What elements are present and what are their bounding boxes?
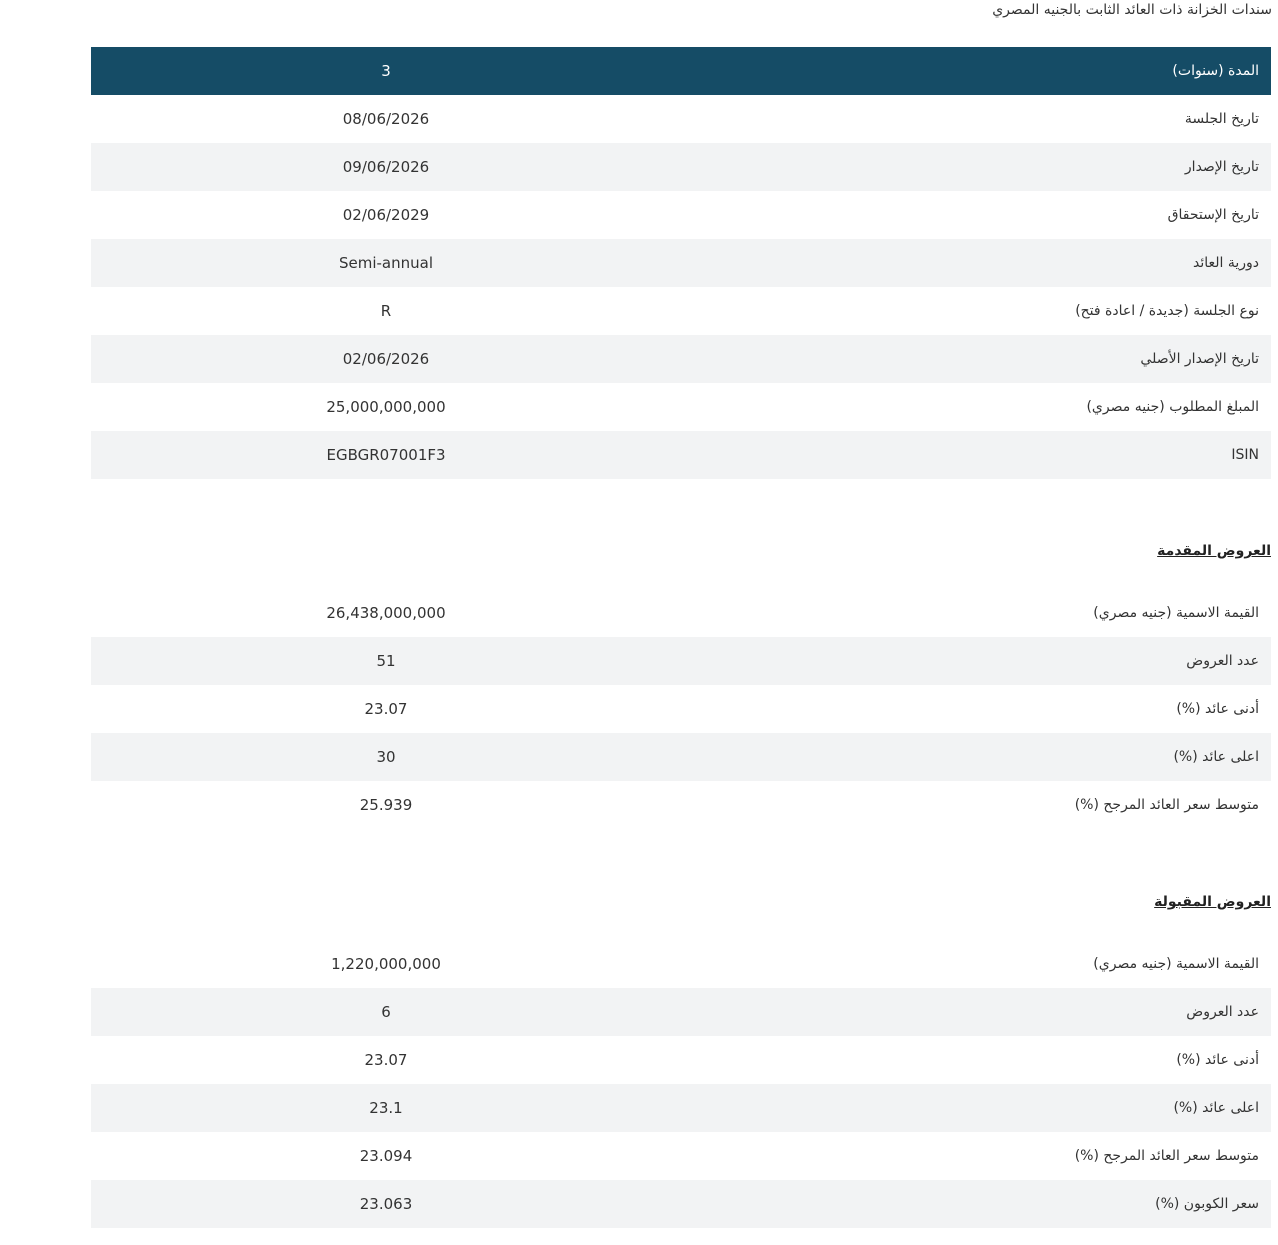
table-row <box>91 988 1271 1036</box>
table-row <box>91 1132 1271 1180</box>
table-row <box>91 940 1271 988</box>
row-label: متوسط سعر العائد المرجح (%) <box>1074 797 1259 813</box>
table-row <box>91 685 1271 733</box>
submitted-bids-heading: العروض المقدمة <box>1157 543 1271 559</box>
table-row <box>91 781 1271 829</box>
row-label: اعلى عائد (%) <box>1173 1100 1259 1116</box>
row-value: 25,000,000,000 <box>326 398 446 416</box>
row-value: 23.094 <box>359 1147 413 1165</box>
page-title: سندات الخزانة ذات العائد الثابت بالجنيه المصري <box>992 2 1272 18</box>
accepted-bids-heading: العروض المقبولة <box>1154 894 1271 910</box>
table-row <box>91 383 1271 431</box>
row-label: عدد العروض <box>1186 1004 1259 1020</box>
accepted-bids-table <box>91 940 1271 1228</box>
table-row <box>91 733 1271 781</box>
table-row <box>91 1036 1271 1084</box>
row-label: تاريخ الإستحقاق <box>1167 207 1259 223</box>
table-row <box>91 287 1271 335</box>
row-label: أدنى عائد (%) <box>1176 701 1259 717</box>
row-label: متوسط سعر العائد المرجح (%) <box>1074 1148 1259 1164</box>
table-row <box>91 431 1271 479</box>
table-row <box>91 191 1271 239</box>
table-row <box>91 637 1271 685</box>
row-label: نوع الجلسة (جديدة / اعادة فتح) <box>1075 303 1259 319</box>
row-value: 1,220,000,000 <box>331 955 441 973</box>
row-value: 23.1 <box>369 1099 403 1117</box>
row-value: 30 <box>376 748 396 766</box>
table-row <box>91 1180 1271 1228</box>
row-value: Semi-annual <box>338 254 433 272</box>
row-label: القيمة الاسمية (جنيه مصري) <box>1093 956 1259 972</box>
table-row <box>91 1084 1271 1132</box>
table-row <box>91 239 1271 287</box>
row-value: 23.07 <box>364 700 408 718</box>
row-value: 23.063 <box>359 1195 413 1213</box>
table-row <box>91 143 1271 191</box>
row-value: R <box>380 302 392 320</box>
row-label: تاريخ الإصدار <box>1184 159 1259 175</box>
row-value: 02/06/2029 <box>342 206 430 224</box>
row-value: 6 <box>381 1003 391 1021</box>
row-label: المبلغ المطلوب (جنيه مصري) <box>1086 399 1259 415</box>
row-value: 08/06/2026 <box>342 110 430 128</box>
submitted-bids-table <box>91 589 1271 829</box>
row-value: 09/06/2026 <box>342 158 430 176</box>
row-label: تاريخ الجلسة <box>1184 111 1259 127</box>
table-header-row <box>91 47 1271 95</box>
row-value: 51 <box>376 652 396 670</box>
row-label: أدنى عائد (%) <box>1176 1052 1259 1068</box>
bond-details-table <box>91 47 1271 479</box>
row-value: 26,438,000,000 <box>326 604 446 622</box>
table-row <box>91 95 1271 143</box>
row-value: 23.07 <box>364 1051 408 1069</box>
row-label: تاريخ الإصدار الأصلي <box>1140 351 1259 367</box>
row-label: القيمة الاسمية (جنيه مصري) <box>1093 605 1259 621</box>
row-label: دورية العائد <box>1192 255 1259 271</box>
row-value: EGBGR07001F3 <box>326 446 446 464</box>
table-row <box>91 589 1271 637</box>
row-value: 25.939 <box>359 796 413 814</box>
row-label: عدد العروض <box>1186 653 1259 669</box>
row-label: اعلى عائد (%) <box>1173 749 1259 765</box>
row-value: 02/06/2026 <box>342 350 430 368</box>
row-label: ISIN <box>1231 447 1259 463</box>
row-label: المدة (سنوات) <box>1172 63 1259 79</box>
row-label: سعر الكوبون (%) <box>1155 1196 1259 1212</box>
row-value: 3 <box>381 62 391 80</box>
table-row <box>91 335 1271 383</box>
